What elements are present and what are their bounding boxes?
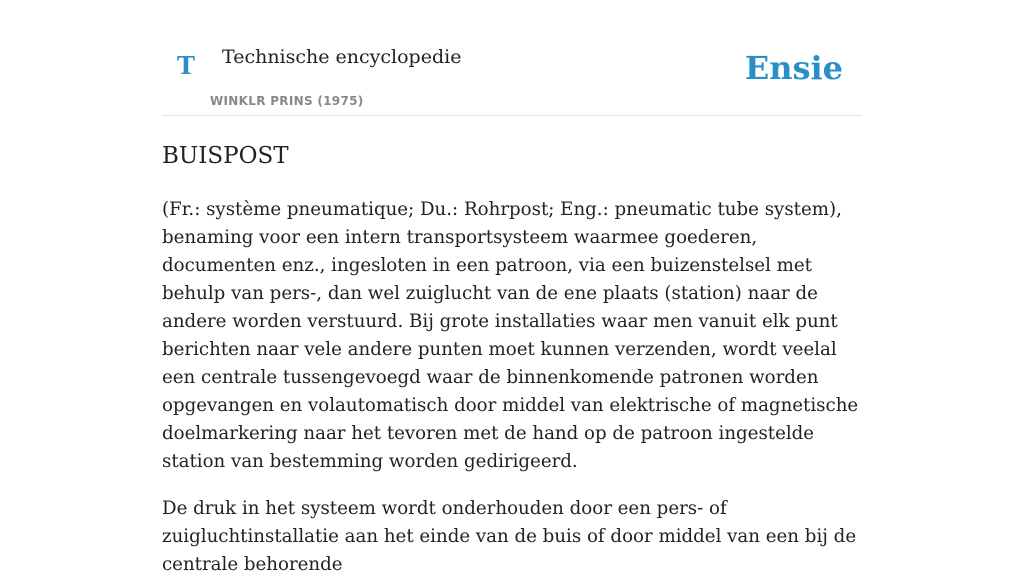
article-paragraph: (Fr.: système pneumatique; Du.: Rohrpost; Eng.: pneumatic tube system), benaming voor een intern transportsysteem waarmee goederen, documenten enz., ingesloten in een patroon, via een buizenstelsel met behulp van pers-, dan wel zuiglucht van de ene plaats (station) naar de andere worden verstuurd. Bij grote installaties waar men vanuit elk punt berichten naar vele andere punten moet kunnen verzenden, wordt veelal een centrale tussengevoegd waar de binnenkomende patronen worden opgevangen en volautomatisch door middel van elektrische of magnetische doelmarkering naar het tevoren met de hand op de patroon ingestelde station van bestemming worden gedirigeerd.: [162, 198, 859, 472]
ensie-brand-logo[interactable]: Ensie: [744, 49, 843, 87]
article-page: [162, 0, 862, 579]
article-paragraph: De druk in het systeem wordt onderhouden door een pers- of zuigluchtinstallatie aan het einde van de buis of door middel van een bij de centrale behorende: [162, 497, 857, 575]
encyclopedia-title-link[interactable]: Technische encyclopedie: [222, 46, 462, 68]
source-label: WINKLR PRINS (1975): [210, 94, 364, 108]
encyclopedia-logo[interactable]: T: [177, 51, 195, 80]
article-title: BUISPOST: [162, 143, 289, 169]
site-header: [162, 0, 862, 116]
